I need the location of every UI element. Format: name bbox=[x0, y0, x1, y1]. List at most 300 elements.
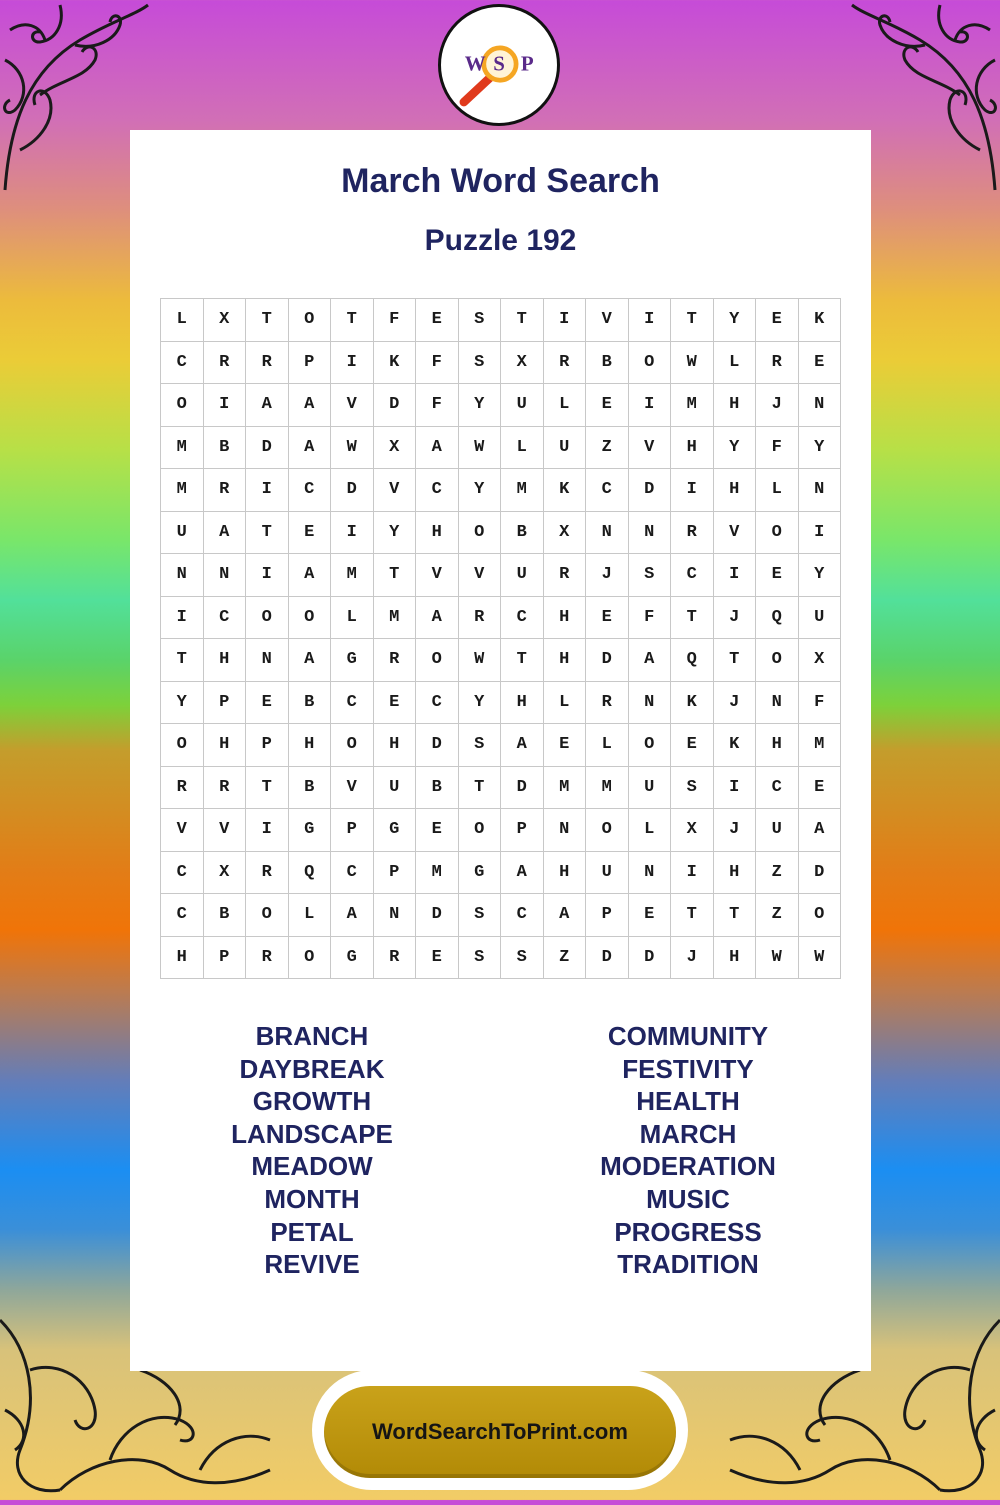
grid-cell[interactable]: Y bbox=[373, 511, 416, 554]
grid-cell[interactable]: F bbox=[416, 384, 459, 427]
grid-cell[interactable]: G bbox=[373, 809, 416, 852]
ornament-top-right bbox=[850, 0, 1000, 200]
grid-cell[interactable]: J bbox=[586, 554, 629, 597]
grid-cell[interactable]: N bbox=[161, 554, 204, 597]
grid-cell[interactable]: I bbox=[246, 809, 289, 852]
word-list-item: PROGRESS bbox=[614, 1216, 762, 1247]
grid-cell[interactable]: R bbox=[543, 341, 586, 384]
grid-cell[interactable]: X bbox=[203, 851, 246, 894]
grid-cell[interactable]: U bbox=[501, 384, 544, 427]
grid-cell[interactable]: I bbox=[628, 384, 671, 427]
grid-cell[interactable]: F bbox=[373, 299, 416, 342]
grid-cell[interactable]: D bbox=[628, 936, 671, 979]
grid-cell[interactable]: D bbox=[416, 724, 459, 767]
grid-cell[interactable]: O bbox=[458, 511, 501, 554]
grid-cell[interactable]: Y bbox=[798, 554, 841, 597]
grid-cell[interactable]: D bbox=[373, 384, 416, 427]
grid-cell[interactable]: L bbox=[331, 596, 374, 639]
grid-cell[interactable]: E bbox=[628, 894, 671, 937]
grid-cell[interactable]: A bbox=[288, 384, 331, 427]
grid-cell[interactable]: A bbox=[798, 809, 841, 852]
grid-cell[interactable]: D bbox=[416, 894, 459, 937]
grid-cell[interactable]: E bbox=[756, 554, 799, 597]
grid-cell[interactable]: T bbox=[671, 894, 714, 937]
grid-cell[interactable]: S bbox=[671, 766, 714, 809]
grid-cell[interactable]: N bbox=[246, 639, 289, 682]
grid-cell[interactable]: R bbox=[373, 639, 416, 682]
grid-cell[interactable]: U bbox=[628, 766, 671, 809]
grid-cell[interactable]: R bbox=[671, 511, 714, 554]
grid-row bbox=[161, 639, 841, 682]
grid-cell[interactable]: N bbox=[586, 511, 629, 554]
grid-cell[interactable]: K bbox=[543, 469, 586, 512]
grid-cell[interactable]: W bbox=[756, 936, 799, 979]
grid-cell[interactable]: C bbox=[501, 596, 544, 639]
grid-cell[interactable]: R bbox=[586, 681, 629, 724]
grid-cell[interactable]: I bbox=[246, 469, 289, 512]
grid-cell[interactable]: A bbox=[416, 426, 459, 469]
grid-cell[interactable]: P bbox=[331, 809, 374, 852]
grid-cell[interactable]: U bbox=[756, 809, 799, 852]
grid-cell[interactable]: D bbox=[246, 426, 289, 469]
letter-grid bbox=[160, 298, 841, 979]
grid-cell[interactable]: E bbox=[416, 299, 459, 342]
logo-letter-p: P bbox=[520, 51, 534, 76]
grid-cell[interactable]: G bbox=[458, 851, 501, 894]
grid-cell[interactable]: H bbox=[543, 596, 586, 639]
grid-cell[interactable]: R bbox=[246, 851, 289, 894]
grid-cell[interactable]: P bbox=[203, 681, 246, 724]
grid-cell[interactable]: U bbox=[501, 554, 544, 597]
grid-cell[interactable]: F bbox=[798, 681, 841, 724]
grid-cell[interactable]: O bbox=[246, 596, 289, 639]
grid-cell[interactable]: L bbox=[501, 426, 544, 469]
magnifier-icon bbox=[441, 7, 557, 123]
grid-cell[interactable]: X bbox=[373, 426, 416, 469]
grid-cell[interactable]: E bbox=[586, 596, 629, 639]
grid-cell[interactable]: T bbox=[713, 894, 756, 937]
grid-cell[interactable]: S bbox=[458, 299, 501, 342]
grid-cell[interactable]: O bbox=[288, 596, 331, 639]
grid-cell[interactable]: B bbox=[203, 894, 246, 937]
grid-cell[interactable]: H bbox=[756, 724, 799, 767]
grid-cell[interactable]: R bbox=[203, 341, 246, 384]
grid-cell[interactable]: H bbox=[288, 724, 331, 767]
grid-cell[interactable]: C bbox=[288, 469, 331, 512]
grid-cell[interactable]: O bbox=[416, 639, 459, 682]
grid-cell[interactable]: C bbox=[161, 894, 204, 937]
grid-cell[interactable]: M bbox=[798, 724, 841, 767]
grid-cell[interactable]: H bbox=[203, 639, 246, 682]
logo-letter-w: W bbox=[464, 51, 486, 76]
grid-cell[interactable]: Z bbox=[586, 426, 629, 469]
grid-cell[interactable]: A bbox=[543, 894, 586, 937]
grid-cell[interactable]: T bbox=[161, 639, 204, 682]
grid-cell[interactable]: E bbox=[671, 724, 714, 767]
grid-cell[interactable]: H bbox=[543, 851, 586, 894]
grid-cell[interactable]: N bbox=[628, 681, 671, 724]
grid-cell[interactable]: Y bbox=[798, 426, 841, 469]
grid-cell[interactable]: O bbox=[586, 809, 629, 852]
grid-cell[interactable]: Q bbox=[288, 851, 331, 894]
grid-cell[interactable]: X bbox=[203, 299, 246, 342]
grid-row bbox=[161, 426, 841, 469]
grid-cell[interactable]: T bbox=[331, 299, 374, 342]
grid-cell[interactable]: V bbox=[416, 554, 459, 597]
grid-cell[interactable]: E bbox=[288, 511, 331, 554]
grid-cell[interactable]: A bbox=[288, 554, 331, 597]
word-list-right bbox=[538, 1020, 838, 1281]
grid-cell[interactable]: K bbox=[373, 341, 416, 384]
grid-cell[interactable]: I bbox=[713, 554, 756, 597]
grid-cell[interactable]: A bbox=[501, 851, 544, 894]
grid-row bbox=[161, 766, 841, 809]
grid-cell[interactable]: R bbox=[203, 766, 246, 809]
grid-cell[interactable]: Y bbox=[713, 299, 756, 342]
grid-cell[interactable]: C bbox=[161, 851, 204, 894]
grid-cell[interactable]: O bbox=[331, 724, 374, 767]
grid-cell[interactable]: N bbox=[798, 469, 841, 512]
word-list-item: TRADITION bbox=[617, 1249, 759, 1280]
grid-cell[interactable]: U bbox=[543, 426, 586, 469]
grid-cell[interactable]: A bbox=[203, 511, 246, 554]
grid-cell[interactable]: E bbox=[543, 724, 586, 767]
grid-cell[interactable]: A bbox=[288, 426, 331, 469]
grid-cell[interactable]: B bbox=[203, 426, 246, 469]
grid-cell[interactable]: Y bbox=[458, 681, 501, 724]
grid-cell[interactable]: M bbox=[331, 554, 374, 597]
grid-cell[interactable]: H bbox=[373, 724, 416, 767]
grid-cell[interactable]: N bbox=[203, 554, 246, 597]
grid-cell[interactable]: A bbox=[628, 639, 671, 682]
grid-cell[interactable]: V bbox=[373, 469, 416, 512]
grid-cell[interactable]: R bbox=[246, 936, 289, 979]
grid-cell[interactable]: P bbox=[203, 936, 246, 979]
grid-cell[interactable]: C bbox=[331, 681, 374, 724]
grid-cell[interactable]: E bbox=[416, 936, 459, 979]
grid-cell[interactable]: I bbox=[543, 299, 586, 342]
grid-cell[interactable]: V bbox=[628, 426, 671, 469]
grid-cell[interactable]: H bbox=[671, 426, 714, 469]
grid-cell[interactable]: H bbox=[713, 384, 756, 427]
grid-cell[interactable]: F bbox=[756, 426, 799, 469]
grid-cell[interactable]: X bbox=[501, 341, 544, 384]
grid-cell[interactable]: O bbox=[161, 724, 204, 767]
word-list-item: MONTH bbox=[264, 1183, 360, 1214]
grid-cell[interactable]: M bbox=[586, 766, 629, 809]
grid-cell[interactable]: P bbox=[288, 341, 331, 384]
grid-cell[interactable]: U bbox=[161, 511, 204, 554]
word-list-item: HEALTH bbox=[636, 1086, 740, 1117]
grid-cell[interactable]: D bbox=[586, 639, 629, 682]
grid-cell[interactable]: C bbox=[416, 469, 459, 512]
grid-cell[interactable]: L bbox=[543, 384, 586, 427]
grid-cell[interactable]: A bbox=[416, 596, 459, 639]
grid-cell[interactable]: H bbox=[713, 469, 756, 512]
grid-cell[interactable]: M bbox=[373, 596, 416, 639]
grid-cell[interactable]: M bbox=[671, 384, 714, 427]
word-list-item: LANDSCAPE bbox=[231, 1118, 393, 1149]
grid-cell[interactable]: U bbox=[373, 766, 416, 809]
grid-cell[interactable]: L bbox=[628, 809, 671, 852]
grid-cell[interactable]: T bbox=[373, 554, 416, 597]
grid-cell[interactable]: D bbox=[586, 936, 629, 979]
grid-cell[interactable]: N bbox=[543, 809, 586, 852]
grid-cell[interactable]: I bbox=[331, 511, 374, 554]
grid-cell[interactable]: R bbox=[756, 341, 799, 384]
grid-cell[interactable]: E bbox=[246, 681, 289, 724]
grid-cell[interactable]: M bbox=[161, 469, 204, 512]
word-list-item: MEADOW bbox=[251, 1151, 373, 1182]
grid-cell[interactable]: G bbox=[288, 809, 331, 852]
grid-cell[interactable]: W bbox=[798, 936, 841, 979]
word-list-item: FESTIVITY bbox=[622, 1053, 754, 1084]
grid-cell[interactable]: T bbox=[246, 299, 289, 342]
grid-cell[interactable]: V bbox=[331, 384, 374, 427]
grid-cell[interactable]: B bbox=[501, 511, 544, 554]
grid-cell[interactable]: F bbox=[416, 341, 459, 384]
word-list-item: MUSIC bbox=[646, 1183, 730, 1214]
grid-cell[interactable]: C bbox=[501, 894, 544, 937]
grid-cell[interactable]: N bbox=[373, 894, 416, 937]
grid-cell[interactable]: R bbox=[543, 554, 586, 597]
grid-cell[interactable]: C bbox=[416, 681, 459, 724]
grid-cell[interactable]: L bbox=[756, 469, 799, 512]
grid-cell[interactable]: V bbox=[458, 554, 501, 597]
grid-cell[interactable]: U bbox=[798, 596, 841, 639]
grid-cell[interactable]: V bbox=[203, 809, 246, 852]
grid-cell[interactable]: N bbox=[628, 511, 671, 554]
grid-cell[interactable]: L bbox=[288, 894, 331, 937]
grid-cell[interactable]: Z bbox=[543, 936, 586, 979]
grid-cell[interactable]: T bbox=[246, 511, 289, 554]
word-list-item: MODERATION bbox=[600, 1151, 776, 1182]
grid-cell[interactable]: I bbox=[246, 554, 289, 597]
grid-cell[interactable]: H bbox=[203, 724, 246, 767]
grid-cell[interactable]: W bbox=[458, 639, 501, 682]
grid-cell[interactable]: C bbox=[161, 341, 204, 384]
grid-cell[interactable]: M bbox=[161, 426, 204, 469]
logo-letter-s: S bbox=[493, 51, 505, 76]
grid-cell[interactable]: I bbox=[671, 469, 714, 512]
site-logo[interactable] bbox=[438, 4, 560, 126]
grid-cell[interactable]: Q bbox=[671, 639, 714, 682]
grid-row bbox=[161, 596, 841, 639]
grid-cell[interactable]: I bbox=[798, 511, 841, 554]
grid-cell[interactable]: I bbox=[161, 596, 204, 639]
word-list-item: BRANCH bbox=[255, 1021, 369, 1051]
grid-cell[interactable]: T bbox=[671, 299, 714, 342]
grid-cell[interactable]: S bbox=[458, 894, 501, 937]
word-list-item: GROWTH bbox=[252, 1086, 372, 1117]
grid-cell[interactable]: R bbox=[203, 469, 246, 512]
grid-cell[interactable]: P bbox=[501, 809, 544, 852]
word-list-item: REVIVE bbox=[264, 1249, 360, 1280]
grid-cell[interactable]: O bbox=[628, 724, 671, 767]
grid-cell[interactable]: W bbox=[671, 341, 714, 384]
puzzle-number: Puzzle 192 bbox=[424, 224, 577, 257]
grid-cell[interactable]: H bbox=[161, 936, 204, 979]
grid-cell[interactable]: A bbox=[501, 724, 544, 767]
grid-cell[interactable]: S bbox=[628, 554, 671, 597]
grid-cell[interactable]: W bbox=[331, 426, 374, 469]
grid-cell[interactable]: T bbox=[713, 639, 756, 682]
grid-cell[interactable]: O bbox=[798, 894, 841, 937]
grid-cell[interactable]: I bbox=[203, 384, 246, 427]
grid-cell[interactable]: J bbox=[713, 596, 756, 639]
grid-cell[interactable]: I bbox=[331, 341, 374, 384]
grid-cell[interactable]: C bbox=[671, 554, 714, 597]
word-list-item: PETAL bbox=[270, 1216, 354, 1247]
grid-cell[interactable]: H bbox=[416, 511, 459, 554]
grid-row bbox=[161, 681, 841, 724]
grid-cell[interactable]: W bbox=[458, 426, 501, 469]
grid-cell[interactable]: X bbox=[798, 639, 841, 682]
grid-cell[interactable]: H bbox=[543, 639, 586, 682]
grid-cell[interactable]: C bbox=[331, 851, 374, 894]
grid-cell[interactable]: E bbox=[586, 384, 629, 427]
grid-cell[interactable]: Y bbox=[458, 469, 501, 512]
grid-cell[interactable]: C bbox=[203, 596, 246, 639]
grid-cell[interactable]: T bbox=[501, 639, 544, 682]
word-list-left bbox=[162, 1020, 462, 1281]
grid-cell[interactable]: T bbox=[501, 299, 544, 342]
word-list-item: COMMUNITY bbox=[607, 1021, 769, 1051]
grid-cell[interactable]: E bbox=[373, 681, 416, 724]
grid-cell[interactable]: T bbox=[458, 766, 501, 809]
grid-cell[interactable]: E bbox=[798, 341, 841, 384]
grid-cell[interactable]: C bbox=[756, 766, 799, 809]
grid-cell[interactable]: D bbox=[331, 469, 374, 512]
grid-row bbox=[161, 894, 841, 937]
grid-cell[interactable]: R bbox=[458, 596, 501, 639]
grid-cell[interactable]: A bbox=[288, 639, 331, 682]
grid-cell[interactable]: A bbox=[331, 894, 374, 937]
website-link-button[interactable]: WordSearchToPrint.com bbox=[324, 1386, 676, 1478]
grid-cell[interactable]: N bbox=[628, 851, 671, 894]
grid-cell[interactable]: G bbox=[331, 639, 374, 682]
grid-cell[interactable]: O bbox=[161, 384, 204, 427]
grid-cell[interactable]: D bbox=[798, 851, 841, 894]
grid-cell[interactable]: O bbox=[246, 894, 289, 937]
grid-cell[interactable]: V bbox=[161, 809, 204, 852]
grid-cell[interactable]: L bbox=[713, 341, 756, 384]
grid-cell[interactable]: A bbox=[246, 384, 289, 427]
grid-cell[interactable]: L bbox=[586, 724, 629, 767]
grid-cell[interactable]: E bbox=[416, 809, 459, 852]
grid-cell[interactable]: B bbox=[288, 681, 331, 724]
grid-cell[interactable]: I bbox=[671, 851, 714, 894]
grid-cell[interactable]: V bbox=[331, 766, 374, 809]
word-list-item: DAYBREAK bbox=[239, 1053, 385, 1084]
grid-cell[interactable]: P bbox=[373, 851, 416, 894]
grid-cell[interactable]: J bbox=[671, 936, 714, 979]
grid-cell[interactable]: K bbox=[713, 724, 756, 767]
grid-cell[interactable]: F bbox=[628, 596, 671, 639]
grid-cell[interactable]: B bbox=[586, 341, 629, 384]
grid-row bbox=[161, 936, 841, 979]
grid-cell[interactable]: S bbox=[501, 936, 544, 979]
word-list-item: MARCH bbox=[639, 1118, 737, 1149]
page-title: March Word Search bbox=[341, 162, 660, 200]
grid-cell[interactable]: U bbox=[586, 851, 629, 894]
grid-cell[interactable]: C bbox=[586, 469, 629, 512]
grid-cell[interactable]: T bbox=[671, 596, 714, 639]
grid-row bbox=[161, 299, 841, 342]
grid-cell[interactable]: K bbox=[671, 681, 714, 724]
grid-cell[interactable]: O bbox=[458, 809, 501, 852]
grid-row bbox=[161, 511, 841, 554]
ornament-top-left bbox=[0, 0, 150, 200]
grid-cell[interactable]: Z bbox=[756, 894, 799, 937]
grid-cell[interactable]: H bbox=[501, 681, 544, 724]
grid-cell[interactable]: K bbox=[798, 299, 841, 342]
grid-cell[interactable]: D bbox=[628, 469, 671, 512]
grid-cell[interactable]: M bbox=[501, 469, 544, 512]
grid-cell[interactable]: J bbox=[713, 809, 756, 852]
grid-cell[interactable]: I bbox=[713, 766, 756, 809]
grid-row bbox=[161, 554, 841, 597]
grid-row bbox=[161, 809, 841, 852]
grid-cell[interactable]: X bbox=[671, 809, 714, 852]
grid-cell[interactable]: Y bbox=[713, 426, 756, 469]
grid-cell[interactable]: X bbox=[543, 511, 586, 554]
grid-cell[interactable]: O bbox=[288, 936, 331, 979]
grid-cell[interactable]: B bbox=[416, 766, 459, 809]
grid-cell[interactable]: M bbox=[543, 766, 586, 809]
grid-cell[interactable]: T bbox=[246, 766, 289, 809]
grid-cell[interactable]: J bbox=[713, 681, 756, 724]
grid-cell[interactable]: O bbox=[756, 639, 799, 682]
grid-cell[interactable]: M bbox=[416, 851, 459, 894]
grid-row bbox=[161, 724, 841, 767]
grid-cell[interactable]: O bbox=[628, 341, 671, 384]
grid-cell[interactable]: Y bbox=[161, 681, 204, 724]
grid-cell[interactable]: Z bbox=[756, 851, 799, 894]
grid-cell[interactable]: Y bbox=[458, 384, 501, 427]
grid-row bbox=[161, 851, 841, 894]
grid-cell[interactable]: I bbox=[628, 299, 671, 342]
grid-cell[interactable]: D bbox=[501, 766, 544, 809]
grid-cell[interactable]: S bbox=[458, 341, 501, 384]
grid-cell[interactable]: S bbox=[458, 936, 501, 979]
grid-cell[interactable]: H bbox=[713, 851, 756, 894]
grid-cell[interactable]: Q bbox=[756, 596, 799, 639]
grid-cell[interactable]: R bbox=[161, 766, 204, 809]
grid-row bbox=[161, 384, 841, 427]
grid-cell[interactable]: R bbox=[373, 936, 416, 979]
grid-cell[interactable]: O bbox=[756, 511, 799, 554]
grid-cell[interactable]: N bbox=[798, 384, 841, 427]
grid-cell[interactable]: P bbox=[246, 724, 289, 767]
grid-cell[interactable]: V bbox=[586, 299, 629, 342]
grid-row bbox=[161, 469, 841, 512]
grid-cell[interactable]: J bbox=[756, 384, 799, 427]
grid-cell[interactable]: O bbox=[288, 299, 331, 342]
grid-cell[interactable]: N bbox=[756, 681, 799, 724]
grid-cell[interactable]: S bbox=[458, 724, 501, 767]
grid-cell[interactable]: V bbox=[713, 511, 756, 554]
grid-cell[interactable]: P bbox=[586, 894, 629, 937]
grid-cell[interactable]: L bbox=[161, 299, 204, 342]
grid-cell[interactable]: B bbox=[288, 766, 331, 809]
grid-cell[interactable]: E bbox=[798, 766, 841, 809]
grid-cell[interactable]: R bbox=[246, 341, 289, 384]
grid-cell[interactable]: H bbox=[713, 936, 756, 979]
grid-cell[interactable]: L bbox=[543, 681, 586, 724]
grid-cell[interactable]: G bbox=[331, 936, 374, 979]
grid-cell[interactable]: E bbox=[756, 299, 799, 342]
